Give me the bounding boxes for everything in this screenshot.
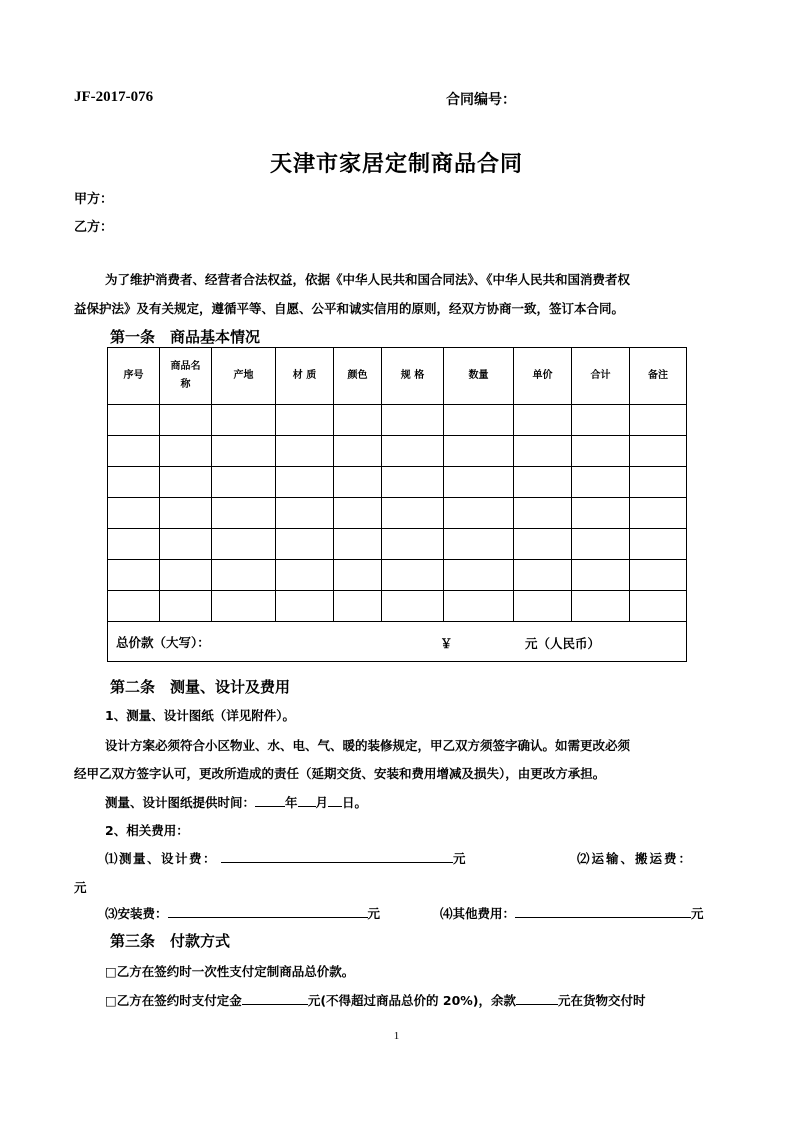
- table-cell[interactable]: [276, 498, 334, 529]
- goods-table-body: [108, 405, 687, 622]
- party-a-label: 甲方：: [74, 192, 114, 207]
- day-blank[interactable]: [328, 794, 342, 807]
- table-cell[interactable]: [572, 591, 630, 622]
- table-cell[interactable]: [334, 498, 382, 529]
- table-cell[interactable]: [382, 498, 444, 529]
- fee4-unit: 元: [691, 906, 704, 921]
- table-cell[interactable]: [514, 405, 572, 436]
- year-label: 年: [285, 795, 298, 810]
- table-cell[interactable]: [382, 405, 444, 436]
- table-row: [108, 467, 687, 498]
- balance-blank[interactable]: [516, 992, 558, 1005]
- table-cell[interactable]: [514, 591, 572, 622]
- table-cell[interactable]: [334, 529, 382, 560]
- table-cell[interactable]: [276, 467, 334, 498]
- table-cell[interactable]: [276, 436, 334, 467]
- table-cell[interactable]: [572, 436, 630, 467]
- party-b-label: 乙方：: [74, 220, 114, 235]
- column-header-origin: 产地: [212, 348, 276, 405]
- payment-option-2-deposit-label: □乙方在签约时支付定金: [105, 993, 242, 1008]
- document-code: JF-2017-076: [74, 89, 154, 105]
- currency-unit: 元（人民币）: [525, 636, 601, 651]
- column-header-index: 序号: [108, 348, 160, 405]
- column-header-material: 材 质: [276, 348, 334, 405]
- table-cell[interactable]: [276, 405, 334, 436]
- column-header-quantity: 数量: [444, 348, 514, 405]
- payment-option-2-delivery-label: 元在货物交付时: [558, 993, 646, 1008]
- table-cell[interactable]: [212, 405, 276, 436]
- table-cell[interactable]: [334, 591, 382, 622]
- table-cell[interactable]: [444, 498, 514, 529]
- table-cell[interactable]: [108, 591, 160, 622]
- table-cell[interactable]: [630, 560, 687, 591]
- table-cell[interactable]: [212, 591, 276, 622]
- column-header-spec: 规 格: [382, 348, 444, 405]
- column-header-product-name: 商品名称: [160, 348, 212, 405]
- table-cell[interactable]: [514, 436, 572, 467]
- table-cell[interactable]: [444, 591, 514, 622]
- page-title: 天津市家居定制商品合同: [269, 152, 523, 177]
- design-line-2: 经甲乙双方签字认可，更改所造成的责任（延期交货、安装和费用增减及损失），由更改方承担。: [74, 766, 606, 781]
- goods-table: [107, 347, 687, 662]
- table-row: [108, 405, 687, 436]
- fee1-unit: 元: [453, 851, 468, 866]
- fee3-unit: 元: [367, 906, 381, 921]
- table-cell[interactable]: [572, 405, 630, 436]
- deposit-blank[interactable]: [242, 992, 308, 1005]
- year-blank[interactable]: [255, 794, 285, 807]
- table-cell[interactable]: [630, 467, 687, 498]
- column-header-color: 颜色: [334, 348, 382, 405]
- table-cell[interactable]: [382, 591, 444, 622]
- table-cell[interactable]: [514, 529, 572, 560]
- table-cell[interactable]: [160, 436, 212, 467]
- table-cell[interactable]: [276, 560, 334, 591]
- table-cell[interactable]: [334, 560, 382, 591]
- table-cell[interactable]: [276, 591, 334, 622]
- table-cell[interactable]: [514, 560, 572, 591]
- table-cell[interactable]: [382, 436, 444, 467]
- table-cell[interactable]: [212, 436, 276, 467]
- table-cell[interactable]: [108, 498, 160, 529]
- table-cell[interactable]: [572, 560, 630, 591]
- table-cell[interactable]: [630, 498, 687, 529]
- table-cell[interactable]: [382, 529, 444, 560]
- day-label: 日。: [342, 795, 368, 810]
- article1-heading: 第一条 商品基本情况: [110, 328, 261, 346]
- table-cell[interactable]: [160, 591, 212, 622]
- table-cell[interactable]: [212, 560, 276, 591]
- table-cell[interactable]: [160, 467, 212, 498]
- table-cell[interactable]: [108, 467, 160, 498]
- column-header-subtotal: 合计: [572, 348, 630, 405]
- table-cell[interactable]: [630, 529, 687, 560]
- table-row: [108, 591, 687, 622]
- article2-item2: 2、相关费用：: [105, 823, 189, 838]
- table-row: [108, 529, 687, 560]
- table-cell[interactable]: [514, 467, 572, 498]
- table-cell[interactable]: [212, 467, 276, 498]
- table-cell[interactable]: [444, 405, 514, 436]
- fee3-row: [105, 904, 380, 922]
- table-row: [108, 436, 687, 467]
- table-cell[interactable]: [334, 405, 382, 436]
- drawing-date-row: [105, 793, 367, 811]
- fee4-label: ⑷其他费用：: [440, 906, 516, 921]
- table-cell[interactable]: [160, 560, 212, 591]
- total-price-row: [108, 622, 687, 662]
- total-price-label: 总价款（大写）：: [116, 634, 210, 650]
- fee1-label: ⑴测量、设计费：: [105, 851, 218, 866]
- fee3-label: ⑶安装费：: [105, 906, 168, 921]
- contract-number-label: 合同编号：: [446, 92, 516, 108]
- payment-option-1[interactable]: □乙方在签约时一次性支付定制商品总价款。: [105, 964, 355, 979]
- table-cell[interactable]: [212, 529, 276, 560]
- column-header-unit-price: 单价: [514, 348, 572, 405]
- table-cell[interactable]: [334, 467, 382, 498]
- table-cell[interactable]: [334, 436, 382, 467]
- table-cell[interactable]: [444, 529, 514, 560]
- table-row: [108, 498, 687, 529]
- article3-heading: 第三条 付款方式: [110, 932, 231, 950]
- table-cell[interactable]: [382, 560, 444, 591]
- table-cell[interactable]: [160, 498, 212, 529]
- month-blank[interactable]: [298, 794, 316, 807]
- table-cell[interactable]: [276, 529, 334, 560]
- page-number: 1: [393, 1030, 400, 1042]
- table-cell[interactable]: [212, 498, 276, 529]
- goods-table-header: [108, 348, 687, 405]
- fee4-row: [440, 904, 704, 922]
- currency-symbol: ￥: [440, 636, 453, 651]
- table-cell[interactable]: [108, 529, 160, 560]
- table-cell[interactable]: [382, 467, 444, 498]
- table-cell[interactable]: [444, 560, 514, 591]
- month-label: 月: [315, 795, 329, 810]
- table-cell[interactable]: [108, 560, 160, 591]
- table-cell[interactable]: [572, 529, 630, 560]
- payment-option-2[interactable]: [105, 991, 646, 1009]
- column-header-remarks: 备注: [630, 348, 687, 405]
- payment-option-2-balance-label: 元(不得超过商品总价的 20%)，余款: [307, 993, 517, 1008]
- fee3-blank[interactable]: [168, 905, 368, 918]
- table-cell[interactable]: [630, 591, 687, 622]
- table-cell[interactable]: [572, 498, 630, 529]
- fee2-label: ⑵运输、搬运费：: [577, 851, 694, 866]
- table-cell[interactable]: [444, 467, 514, 498]
- article2-item1: 1、测量、设计图纸（详见附件）。: [105, 708, 295, 723]
- table-cell[interactable]: [630, 436, 687, 467]
- table-cell[interactable]: [160, 405, 212, 436]
- table-cell[interactable]: [108, 405, 160, 436]
- fee1-blank[interactable]: [221, 850, 453, 863]
- article2-heading: 第二条 测量、设计及费用: [110, 678, 291, 696]
- intro-line-1: 为了维护消费者、经营者合法权益，依据《中华人民共和国合同法》、《中华人民共和国消费者权: [105, 272, 631, 287]
- fee2-unit: 元: [74, 880, 87, 895]
- table-cell[interactable]: [630, 405, 687, 436]
- table-row: [108, 560, 687, 591]
- table-cell[interactable]: [572, 467, 630, 498]
- drawing-date-label: 测量、设计图纸提供时间：: [105, 795, 256, 810]
- fee4-blank[interactable]: [515, 905, 691, 918]
- table-cell[interactable]: [514, 498, 572, 529]
- intro-line-2: 益保护法》及有关规定，遵循平等、自愿、公平和诚实信用的原则，经双方协商一致，签订本合同。: [74, 301, 625, 316]
- design-line-1: 设计方案必须符合小区物业、水、电、气、暖的装修规定，甲乙双方须签字确认。如需更改必须: [105, 738, 631, 753]
- table-cell[interactable]: [160, 529, 212, 560]
- table-cell[interactable]: [444, 436, 514, 467]
- fee1-row: [105, 849, 467, 867]
- total-price-cell: [108, 622, 687, 662]
- table-cell[interactable]: [108, 436, 160, 467]
